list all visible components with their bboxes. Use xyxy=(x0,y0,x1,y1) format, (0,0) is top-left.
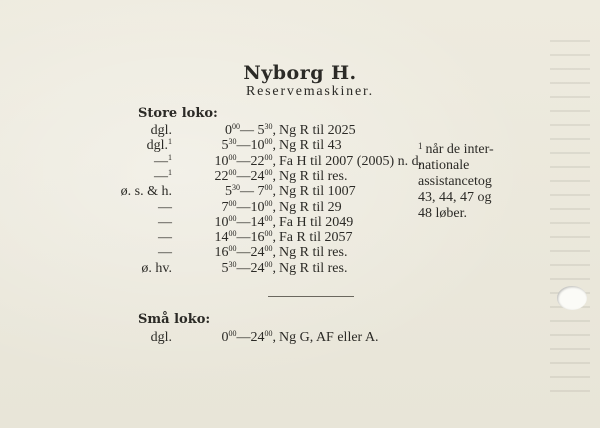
loco-cell: Ng G, AF eller A. xyxy=(279,330,379,345)
time-cell: $5^{30}—10^{00}$, xyxy=(221,137,276,154)
loco-cell: Ng R til 43 xyxy=(279,138,342,154)
table-row xyxy=(0,261,600,277)
footnote-line: 48 løber. xyxy=(418,206,467,221)
day-cell: — xyxy=(158,230,172,246)
time-cell: $16^{00}—24^{00}$, xyxy=(214,244,276,261)
loco-cell: Fa H til 2049 xyxy=(279,214,354,230)
table-row xyxy=(0,200,600,216)
loco-cell: Ng R til 1007 xyxy=(279,184,356,200)
table-row xyxy=(0,245,600,261)
day-cell: — xyxy=(158,214,172,230)
loco-cell: Fa R til 2057 xyxy=(279,230,353,246)
time-cell: $14^{00}—16^{00}$, xyxy=(214,229,276,246)
table-row xyxy=(0,169,600,185)
time-cell: $7^{00}—10^{00}$, xyxy=(221,198,276,215)
punch-hole xyxy=(557,286,587,310)
day-cell: dgl. xyxy=(150,123,172,138)
footnote-line: 43, 44, 47 og xyxy=(418,190,492,205)
time-cell: $10^{00}—14^{00}$, xyxy=(214,213,276,230)
page-subtitle: Reservemaskiner. xyxy=(246,84,374,99)
table-row xyxy=(0,138,600,154)
footnote-line: $^1$ når de inter- xyxy=(418,141,494,157)
table-row xyxy=(0,230,600,246)
loco-cell: Ng R til 29 xyxy=(279,199,342,215)
day-cell: dgl. xyxy=(150,330,172,345)
page-title: Nyborg H. xyxy=(243,62,357,84)
section-heading-smaa-loko: Små loko: xyxy=(138,312,211,327)
table-row xyxy=(0,184,600,200)
time-cell: $22^{00}—24^{00}$, xyxy=(214,167,276,184)
loco-cell: Ng R til res. xyxy=(279,168,348,184)
day-cell: —$^1$ xyxy=(154,152,172,169)
table-row xyxy=(0,330,600,346)
time-cell: $0^{00}—$ $5^{30}$, xyxy=(225,122,276,138)
footnote-marker: 1 xyxy=(418,141,423,151)
day-cell: dgl.$^1$ xyxy=(146,137,172,154)
day-cell: ø. s. & h. xyxy=(120,184,172,200)
loco-cell: Ng R til res. xyxy=(279,260,348,276)
time-cell: $5^{30}—$ $7^{00}$, xyxy=(225,183,276,200)
table-row xyxy=(0,215,600,231)
day-cell: —$^1$ xyxy=(154,167,172,184)
footnote xyxy=(418,138,494,222)
table-row xyxy=(0,154,600,170)
time-cell: $10^{00}—22^{00}$, xyxy=(214,152,276,169)
footnote-line: nationale xyxy=(418,158,470,173)
day-cell: — xyxy=(158,199,172,215)
loco-cell: Ng R til 2025 xyxy=(279,123,356,138)
loco-cell: Fa H til 2007 (2005) n. d. xyxy=(279,153,423,169)
day-cell: ø. hv. xyxy=(141,260,172,276)
time-cell: $0^{00}—24^{00}$, xyxy=(221,329,276,345)
table-row xyxy=(0,123,600,139)
loco-cell: Ng R til res. xyxy=(279,245,348,261)
section-heading-store-loko: Store loko: xyxy=(138,106,218,121)
footnote-line: assistancetog xyxy=(418,174,492,189)
time-cell: $5^{30}—24^{00}$, xyxy=(221,259,276,276)
section-divider xyxy=(268,296,354,297)
day-cell: — xyxy=(158,245,172,261)
